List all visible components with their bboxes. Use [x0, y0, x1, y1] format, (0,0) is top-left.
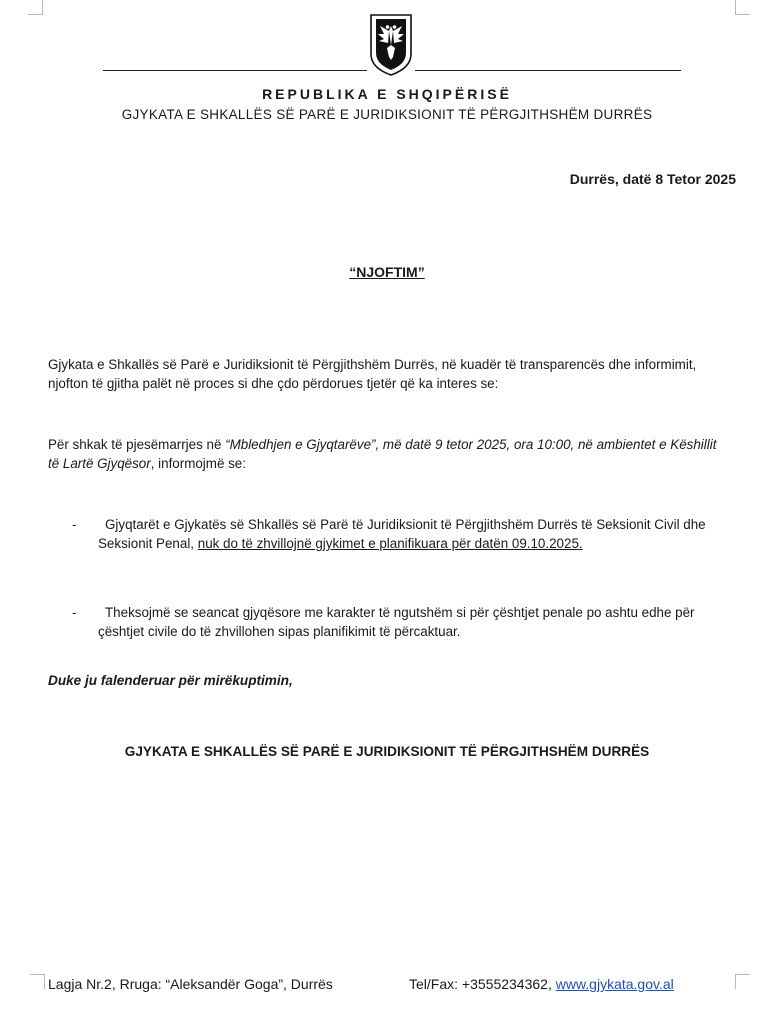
court-signature: GJYKATA E SHKALLËS SË PARË E JURIDIKSIONIT TË PËRGJITHSHËM DURRËS [124, 744, 650, 759]
dateline: Durrës, datë 8 Tetor 2025 [569, 171, 736, 187]
page-corner-mark [30, 974, 45, 989]
footer-address: Lagja Nr.2, Rruga: “Aleksandër Goga”, Durrës [48, 976, 333, 992]
document-title: “NJOFTIM” [349, 264, 425, 280]
republic-heading: REPUBLIKA E SHQIPËRISË [262, 86, 512, 102]
meeting-reference: “Mbledhjen e Gjyqtarëve”, më datë 9 tetor 2025, ora 10:00, në ambientet e Këshillit të Lartë Gjyqësor [48, 437, 717, 471]
header-rule [103, 70, 367, 71]
reason-paragraph: Për shkak të pjesëmarrjes në “Mbledhjen e Gjyqtarëve”, më datë 9 tetor 2025, ora 10:00, në ambientet e Këshillit të Lartë Gjyqësor, informojmë se: [48, 437, 717, 471]
header-rule [415, 70, 681, 71]
intro-paragraph: Gjykata e Shkallës së Parë e Juridiksionit të Përgjithshëm Durrës, në kuadër të transparencës dhe informimit, njofton të gjitha palët në proces si dhe çdo përdorues tjetër që ka interes se: [48, 357, 697, 391]
albanian-eagle-emblem-icon [368, 12, 414, 78]
closing-line: Duke ju falenderuar për mirëkuptimin, [48, 673, 293, 688]
page-corner-mark [28, 0, 43, 15]
website-link[interactable]: www.gjykata.gov.al [555, 976, 674, 992]
court-heading: GJYKATA E SHKALLËS SË PARË E JURIDIKSIONIT TË PËRGJITHSHËM DURRËS [121, 107, 653, 122]
cancellation-notice: nuk do të zhvillojnë gjykimet e planifikuara për datën 09.10.2025. [197, 536, 583, 551]
footer-contact: Tel/Fax: +3555234362, www.gjykata.gov.al [409, 976, 674, 992]
page-corner-mark [735, 974, 750, 989]
page-corner-mark [735, 0, 750, 15]
